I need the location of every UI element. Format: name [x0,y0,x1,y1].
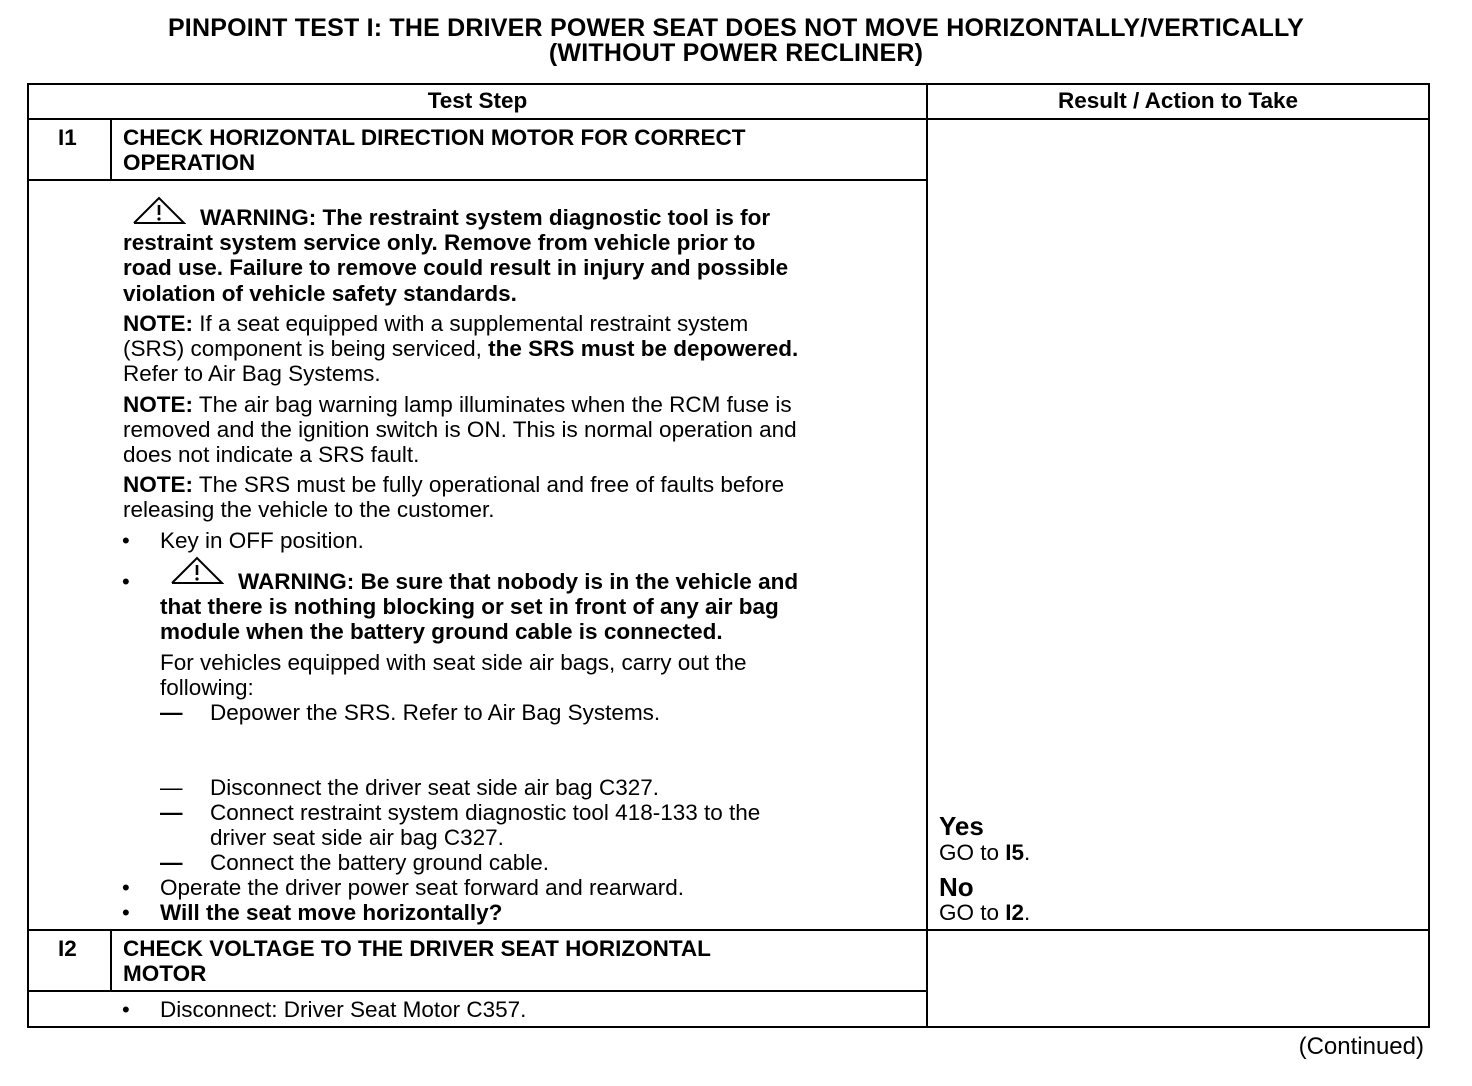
note1-line2 [123,336,798,361]
i2-heading-divider [27,990,928,992]
bullet-disconnect: • [122,997,130,1022]
step-id-i1: I1 [58,125,77,150]
i1-heading-divider [27,179,928,181]
note3-text: The SRS must be fully operational and free of faults before [193,472,785,497]
warning2-line3: module when the battery ground cable is connected. [160,619,723,644]
title-line-2: (WITHOUT POWER RECLINER) [548,39,924,67]
warning1-line3: road use. Failure to remove could result in injury and possible [123,255,789,280]
header-test-step: Test Step [427,88,528,113]
i2-heading-line1: CHECK VOLTAGE TO THE DRIVER SEAT HORIZONTAL [123,936,711,961]
dash-3: — [160,800,183,825]
result-yes-action [939,840,1030,865]
warning-triangle-icon [132,196,186,226]
step-disconnect-c327: Disconnect the driver seat side air bag C327. [210,775,659,800]
step-key-off: Key in OFF position. [160,528,364,553]
note1-text: If a seat equipped with a supplemental restraint system [193,311,749,336]
warning1-line2: restraint system service only. Remove from vehicle prior to [123,230,756,255]
step-connect-tool-line2: driver seat side air bag C327. [210,825,504,850]
dash-1: — [160,700,183,725]
step-id-i2: I2 [58,936,77,961]
note1-line3: Refer to Air Bag Systems. [123,361,381,386]
warning2-line1: WARNING: Be sure that nobody is in the vehicle and [238,569,799,594]
note2-line3: does not indicate a SRS fault. [123,442,420,467]
note1-line1 [123,311,748,336]
note1-emphasis: the SRS must be depowered. [488,336,799,361]
note1-label: NOTE: [123,311,193,336]
bullet-key: • [122,528,130,553]
i1-heading-line2: OPERATION [123,150,256,175]
note2-line1 [123,392,792,417]
bullet-warning2: • [122,569,130,594]
bullet-question: • [122,900,130,925]
step-disconnect-c357: Disconnect: Driver Seat Motor C357. [160,997,527,1022]
warning1-line4: violation of vehicle safety standards. [123,281,517,306]
no-go-target: I2 [1005,900,1025,925]
step-connect-battery: Connect the battery ground cable. [210,850,549,875]
continued-label: (Continued) [1298,1033,1424,1060]
dash-2: — [160,775,183,800]
bullet-operate: • [122,875,130,900]
header-result-action: Result / Action to Take [1057,88,1299,113]
warning2-line2: that there is nothing blocking or set in front of any air bag [160,594,779,619]
side-bag-line2: following: [160,675,254,700]
note3-line2: releasing the vehicle to the customer. [123,497,495,522]
column-divider-result [926,83,928,1028]
page-title [0,16,1472,66]
result-no-action [939,900,1030,925]
step-question: Will the seat move horizontally? [160,900,503,925]
warning1-line1 [200,205,770,230]
i1-i2-divider [27,929,1430,931]
i2-id-divider [110,929,112,991]
i1-id-divider [110,118,112,180]
title-line-1: PINPOINT TEST I: THE DRIVER POWER SEAT DOES NOT MOVE HORIZONTALLY/VERTICALLY [167,14,1305,42]
note3-label: NOTE: [123,472,193,497]
header-row-divider [27,118,1430,120]
yes-go-target: I5 [1005,840,1025,865]
yes-go-text: GO to [939,840,1006,865]
i2-heading-line2: MOTOR [123,961,207,986]
warning1-label: WARNING [200,205,309,230]
no-go-text: GO to [939,900,1006,925]
note2-line2: removed and the ignition switch is ON. This is normal operation and [123,417,797,442]
no-period: . [1024,900,1031,925]
result-no-label: No [939,872,974,902]
result-yes-label: Yes [939,811,984,841]
side-bag-line1: For vehicles equipped with seat side air bags, carry out the [160,650,747,675]
i1-heading-line1: CHECK HORIZONTAL DIRECTION MOTOR FOR CORRECT [123,125,746,150]
warning-triangle-icon [170,556,224,586]
step-operate-seat: Operate the driver power seat forward and rearward. [160,875,685,900]
dash-4: — [160,850,183,875]
step-depower-srs: Depower the SRS. Refer to Air Bag Systems. [210,700,661,725]
note3-line1 [123,472,784,497]
note1-text2: (SRS) component is being serviced, [123,336,489,361]
warning1-text: : The restraint system diagnostic tool is for [308,205,771,230]
note2-label: NOTE: [123,392,193,417]
note2-text: The air bag warning lamp illuminates when the RCM fuse is [193,392,792,417]
step-connect-tool-line1: Connect restraint system diagnostic tool 418-133 to the [210,800,761,825]
yes-period: . [1024,840,1031,865]
